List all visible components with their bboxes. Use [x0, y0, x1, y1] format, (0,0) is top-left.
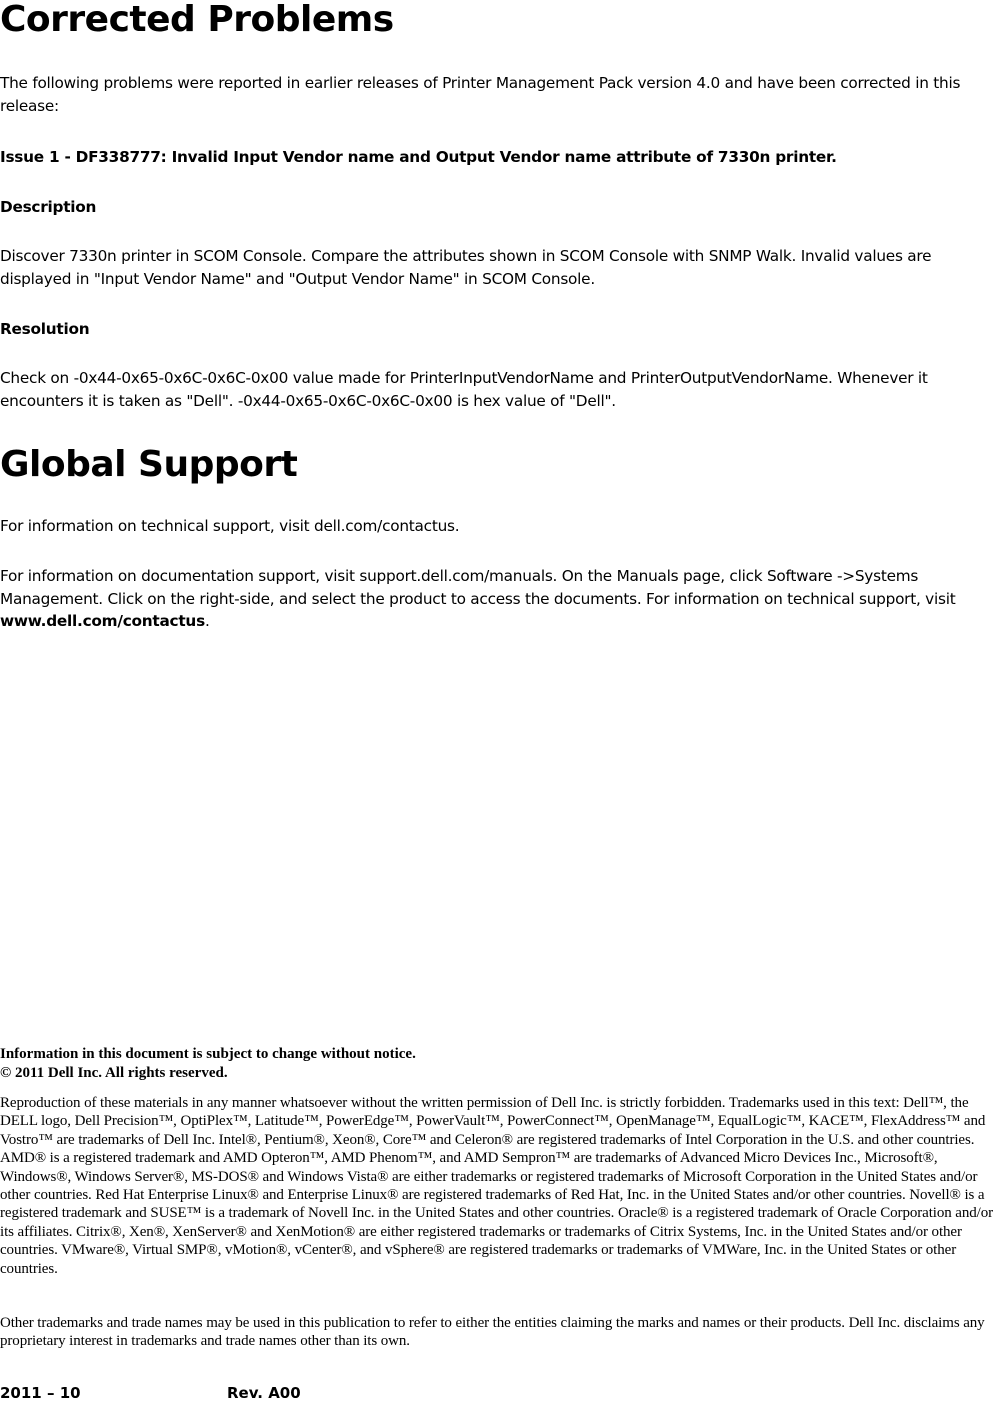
- global-support-heading: Global Support: [0, 444, 298, 485]
- corrected-intro: The following problems were reported in earlier releases of Printer Management Pack version 4.0 and have been corrected in this release:: [0, 74, 961, 115]
- corrected-problems-heading: Corrected Problems: [0, 0, 394, 40]
- trademark-reproduction-text: Reproduction of these materials in any manner whatsoever without the written permission of Dell Inc. is strictly forbidden. Trademarks used in this text: Dell™, the DELL logo, Dell Precision™, OptiPlex™, Latitude™, PowerEdge™, PowerVault™, PowerConnect™, OpenManage™, EqualLogic™, KACE™, FlexAddress™ and Vostro™ are trademarks of Dell Inc. Intel®, Pentium®, Xeon®, Core™ and Celeron® are registered trademarks of Intel Corporation in the U.S. and other countries. AMD® is a registered trademark and AMD Opteron™, AMD Phenom™, and AMD Sempron™ are trademarks of Advanced Micro Devices Inc., Microsoft®, Windows®, Windows Server®, MS-DOS® and Windows Vista® are either trademarks or registered trademarks of Microsoft Corporation in the United States and/or other countries. Red Hat Enterprise Linux® and Enterprise Linux® are registered trademarks of Red Hat, Inc. in the United States and/or other countries. Novell® is a registered trademark and SUSE™ is a trademark of Novell Inc. in the United States and other countries. Oracle® is a registered trademark of Oracle Corporation and/or its affiliates. Citrix®, Xen®, XenServer® and XenMotion® are either registered trademarks or trademarks of Citrix Systems, Inc. in the United States and/or other countries. VMware®, Virtual SMP®, vMotion®, vCenter®, and vSphere® are registered trademarks or trademarks of VMWare, Inc. in the United States or other countries.: [0, 1095, 993, 1277]
- other-trademarks-text: Other trademarks and trade names may be used in this publication to refer to either the entities claiming the marks and names or their products. Dell Inc. disclaims any proprietary interest in trademarks and trade names other than its own.: [0, 1315, 985, 1350]
- technical-support-text: For information on technical support, visit dell.com/contactus.: [0, 517, 460, 535]
- issue-title: Issue 1 - DF338777: Invalid Input Vendor name and Output Vendor name attribute of 7330n printer.: [0, 148, 837, 166]
- copyright: © 2011 Dell Inc. All rights reserved.: [0, 1065, 228, 1081]
- documentation-support-body: For information on documentation support, visit support.dell.com/manuals. On the Manuals page, click Software ->Systems Management. Click on the right-side, and select the product to access the documents. For information on technical support, visit: [0, 567, 956, 608]
- description-text: Discover 7330n printer in SCOM Console. Compare the attributes shown in SCOM Console with SNMP Walk. Invalid values are displayed in "Input Vendor Name" and "Output Vendor Name" in SCOM Console.: [0, 247, 932, 288]
- resolution-label: Resolution: [0, 320, 90, 338]
- release-date: 2011 – 10: [0, 1384, 81, 1402]
- documentation-support-text: [0, 565, 996, 633]
- contactus-link[interactable]: www.dell.com/contactus: [0, 612, 205, 630]
- description-label: Description: [0, 198, 97, 216]
- revision-label: Rev. A00: [227, 1384, 301, 1402]
- period: .: [204, 612, 210, 630]
- resolution-text: Check on -0x44-0x65-0x6C-0x6C-0x00 value made for PrinterInputVendorName and PrinterOutputVendorName. Whenever it encounters it is taken as "Dell". -0x44-0x65-0x6C-0x6C-0x00 is hex value of "Dell".: [0, 369, 928, 410]
- change-notice: Information in this document is subject to change without notice.: [0, 1046, 416, 1062]
